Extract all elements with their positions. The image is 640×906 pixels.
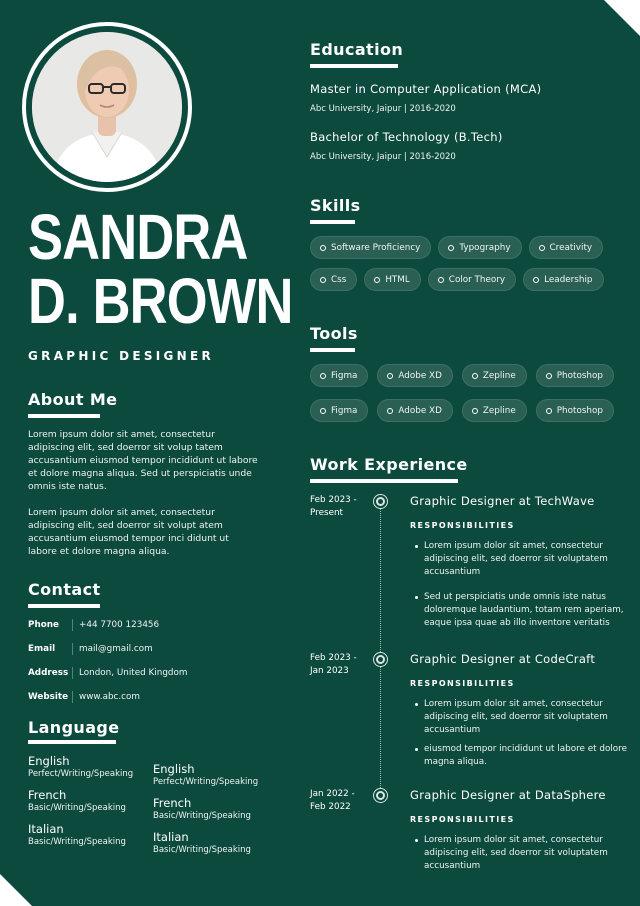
tool-chip: [462, 364, 527, 387]
education-item: [310, 130, 610, 162]
skill-chip: [428, 268, 516, 291]
language-section: [28, 718, 278, 864]
language-level: Basic/Writing/Speaking: [153, 845, 251, 855]
job-role: GRAPHIC DESIGNER: [28, 349, 215, 363]
responsibilities-label: RESPONSIBILITIES: [410, 679, 515, 688]
language-name: French: [28, 788, 67, 802]
education-underline: [310, 64, 398, 68]
language-name: Italian: [153, 830, 189, 844]
circle-icon: [472, 408, 478, 414]
job-dates: [310, 788, 370, 814]
contact-label: Phone: [28, 620, 59, 630]
corner-decoration-top-right: [604, 0, 640, 36]
language-title: Language: [28, 718, 120, 737]
language-item: [28, 754, 153, 780]
responsibilities-list: [410, 834, 630, 873]
portrait-image: [32, 32, 182, 182]
contact-address: [28, 666, 258, 680]
circle-icon: [546, 373, 552, 379]
timeline-marker-icon: [374, 789, 387, 802]
tool-chip: [536, 399, 614, 422]
job-title: Graphic Designer at TechWave: [410, 494, 595, 508]
about-underline: [28, 414, 100, 418]
skill-label: Color Theory: [448, 274, 506, 285]
address-value: London, United Kingdom: [79, 668, 188, 678]
tool-label: Adobe XD: [398, 370, 442, 381]
list-item: Lorem ipsum dolor sit amet, consectetur adipiscing elit, sed doerror sit voluptatem accusantium: [410, 698, 630, 737]
language-column-1: [28, 754, 153, 864]
job-date-end: Present: [310, 508, 344, 518]
list-item: Sed ut perspiciatis unde omnis iste natus doloremque laudantium, totam rem aperiam, eaque ipsa quae ab illo inventore veritatis: [410, 591, 630, 630]
language-name: French: [153, 796, 192, 810]
circle-icon: [472, 373, 478, 379]
skill-label: Css: [331, 274, 347, 285]
about-title: About Me: [28, 390, 118, 409]
job-date-start: Feb 2023 -: [310, 653, 357, 663]
skill-label: Typography: [459, 242, 511, 253]
contact-underline: [28, 604, 100, 608]
language-name: English: [28, 754, 70, 768]
name-line-1: SANDRA: [28, 201, 248, 273]
divider: [72, 691, 73, 703]
divider: [72, 619, 73, 631]
skill-chip: [523, 268, 603, 291]
tool-chip: [536, 364, 614, 387]
education-title: Education: [310, 40, 404, 59]
contact-email: [28, 642, 258, 656]
circle-icon: [546, 408, 552, 414]
candidate-name: [28, 201, 293, 337]
profile-photo-frame: [22, 22, 192, 192]
circle-icon: [320, 373, 326, 379]
language-name: Italian: [28, 822, 64, 836]
tools-underline: [310, 348, 355, 352]
language-item: [153, 796, 278, 822]
circle-icon: [320, 277, 326, 283]
language-level: Perfect/Writing/Speaking: [153, 777, 259, 787]
job-date-start: Feb 2023 -: [310, 495, 357, 505]
contact-section: [28, 580, 258, 704]
tool-label: Adobe XD: [398, 405, 442, 416]
language-name: English: [153, 762, 195, 776]
language-level: Perfect/Writing/Speaking: [28, 769, 134, 779]
contact-title: Contact: [28, 580, 101, 599]
tool-label: Photoshop: [556, 405, 603, 416]
work-underline: [310, 479, 458, 483]
work-title: Work Experience: [310, 455, 468, 474]
circle-icon: [539, 245, 545, 251]
circle-icon: [374, 277, 380, 283]
tool-chip: [310, 364, 368, 387]
divider: [72, 643, 73, 655]
about-paragraph: Lorem ipsum dolor sit amet, consectetur adipiscing elit, sed doerror sit volup tatem accusantium eiusmod tempor incididunt ut labore et dolore magna aliqua. Sed ut perspiciatis unde omnis iste natus.: [28, 429, 258, 492]
skills-section: [310, 196, 620, 291]
skills-chips: [310, 236, 620, 291]
language-item: [153, 830, 278, 856]
language-underline: [28, 740, 116, 744]
contact-label: Website: [28, 692, 69, 702]
degree-name: Bachelor of Technology (B.Tech): [310, 130, 503, 144]
skills-title: Skills: [310, 196, 361, 215]
profile-photo: [32, 32, 182, 182]
about-section: [28, 390, 258, 558]
list-item: Lorem ipsum dolor sit amet, consectetur adipiscing elit, sed doerror sit voluptatem accusantium: [410, 834, 630, 873]
skill-chip: [310, 268, 357, 291]
timeline-marker-icon: [374, 653, 387, 666]
language-column-2: [153, 762, 278, 864]
skill-chip: [310, 236, 431, 259]
tool-label: Figma: [331, 405, 358, 416]
language-item: [28, 822, 153, 848]
timeline-marker-icon: [374, 495, 387, 508]
phone-value: +44 7700 123456: [79, 620, 160, 630]
circle-icon: [438, 277, 444, 283]
tools-section: [310, 324, 620, 422]
tool-chip: [462, 399, 527, 422]
about-paragraph: Lorem ipsum dolor sit amet, consectetur adipiscing elit, sed doerror sit volupt atem accusantium eiusmod tempor inci didunt ut labore et dolore magna aliqua.: [28, 507, 229, 557]
language-level: Basic/Writing/Speaking: [153, 811, 251, 821]
job-date-end: Feb 2022: [310, 802, 351, 812]
job-title: Graphic Designer at DataSphere: [410, 788, 606, 802]
circle-icon: [320, 408, 326, 414]
responsibilities-label: RESPONSIBILITIES: [410, 521, 515, 530]
work-experience-section: [310, 455, 640, 483]
tool-chip: [377, 399, 452, 422]
divider: [72, 667, 73, 679]
circle-icon: [533, 277, 539, 283]
list-item: eiusmod tempor incididunt ut labore et dolore magna aliqua.: [410, 743, 630, 769]
education-section: [310, 40, 610, 162]
language-level: Basic/Writing/Speaking: [28, 803, 126, 813]
skill-label: Creativity: [549, 242, 593, 253]
corner-decoration-bottom-left: [0, 874, 32, 906]
responsibilities-label: RESPONSIBILITIES: [410, 815, 515, 824]
language-level: Basic/Writing/Speaking: [28, 837, 126, 847]
job-date-start: Jan 2022 -: [310, 789, 355, 799]
degree-meta: Abc University, Jaipur | 2016-2020: [310, 152, 456, 162]
responsibilities-list: [410, 540, 630, 630]
contact-label: Email: [28, 644, 56, 654]
language-item: [28, 788, 153, 814]
job-dates: [310, 494, 370, 520]
skill-chip: [529, 236, 604, 259]
job-date-end: Jan 2023: [310, 666, 349, 676]
contact-phone: [28, 618, 258, 632]
tools-title: Tools: [310, 324, 358, 343]
skill-chip: [438, 236, 521, 259]
tool-label: Zepline: [482, 370, 516, 381]
skill-label: Software Proficiency: [331, 242, 421, 253]
tool-label: Zepline: [482, 405, 516, 416]
contact-label: Address: [28, 668, 69, 678]
tools-chips: [310, 364, 620, 422]
circle-icon: [387, 373, 393, 379]
tool-label: Figma: [331, 370, 358, 381]
skills-underline: [310, 220, 355, 224]
job-dates: [310, 652, 370, 678]
skill-chip: [364, 268, 420, 291]
tool-chip: [377, 364, 452, 387]
skill-label: Leadership: [544, 274, 593, 285]
skill-label: HTML: [385, 274, 410, 285]
education-item: [310, 82, 610, 114]
responsibilities-list: [410, 698, 630, 769]
circle-icon: [320, 245, 326, 251]
email-value: mail@gmail.com: [79, 644, 153, 654]
job-title: Graphic Designer at CodeCraft: [410, 652, 596, 666]
list-item: Lorem ipsum dolor sit amet, consectetur adipiscing elit, sed doerror sit voluptatem accusantium: [410, 540, 630, 579]
circle-icon: [387, 408, 393, 414]
degree-name: Master in Computer Application (MCA): [310, 82, 542, 96]
tool-label: Photoshop: [556, 370, 603, 381]
website-value: www.abc.com: [79, 692, 140, 702]
degree-meta: Abc University, Jaipur | 2016-2020: [310, 104, 456, 114]
contact-website: [28, 690, 258, 704]
language-item: [153, 762, 278, 788]
tool-chip: [310, 399, 368, 422]
name-line-2: D. BROWN: [28, 265, 293, 337]
circle-icon: [448, 245, 454, 251]
